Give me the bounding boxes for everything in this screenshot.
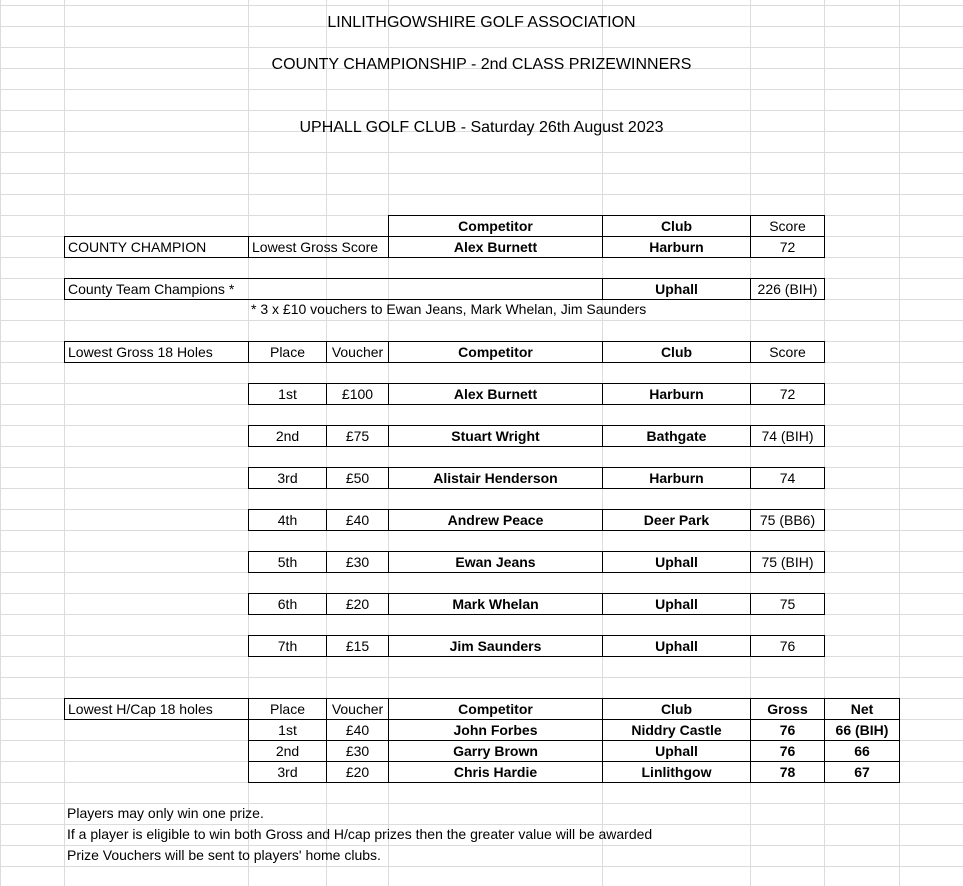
gross-header-place[interactable]: Place	[248, 341, 327, 363]
grid-row-line	[0, 47, 963, 48]
gross-row-club[interactable]: Uphall	[602, 551, 751, 573]
team-voucher-note: * 3 x £10 vouchers to Ewan Jeans, Mark Whelan, Jim Saunders	[251, 301, 647, 317]
handicap-header-gross[interactable]: Gross	[750, 698, 825, 720]
gross-row-club[interactable]: Bathgate	[602, 425, 751, 447]
gross-row-place[interactable]: 1st	[248, 383, 327, 405]
handicap-row-gross[interactable]: 76	[750, 719, 825, 741]
gross-row-voucher[interactable]: £50	[326, 467, 389, 489]
grid-row-line	[0, 152, 963, 153]
championship-title: COUNTY CHAMPIONSHIP - 2nd CLASS PRIZEWINNERS	[271, 56, 692, 73]
handicap-header-club[interactable]: Club	[602, 698, 751, 720]
gross-row-club[interactable]: Uphall	[602, 635, 751, 657]
gross-header-score[interactable]: Score	[750, 341, 825, 363]
grid-row-line	[0, 866, 963, 867]
gross-row-place[interactable]: 7th	[248, 635, 327, 657]
handicap-row-net[interactable]: 67	[824, 761, 900, 783]
gross-row-competitor[interactable]: Stuart Wright	[388, 425, 603, 447]
team-club[interactable]: Uphall	[602, 278, 751, 300]
gross-row-place[interactable]: 6th	[248, 593, 327, 615]
handicap-header-place[interactable]: Place	[248, 698, 327, 720]
handicap-row-gross[interactable]: 76	[750, 740, 825, 762]
gross-row-club[interactable]: Deer Park	[602, 509, 751, 531]
handicap-row-net[interactable]: 66	[824, 740, 900, 762]
grid-row-line	[0, 89, 963, 90]
lowest-gross-score-label[interactable]: Lowest Gross Score	[248, 236, 389, 258]
gross-header-club[interactable]: Club	[602, 341, 751, 363]
grid-column-line	[0, 0, 1, 886]
gross-row-place[interactable]: 4th	[248, 509, 327, 531]
gross-row-voucher[interactable]: £100	[326, 383, 389, 405]
header-score[interactable]: Score	[750, 215, 825, 237]
gross-row-score[interactable]: 76	[750, 635, 825, 657]
handicap-row-competitor[interactable]: Chris Hardie	[388, 761, 603, 783]
handicap-section-label[interactable]: Lowest H/Cap 18 holes	[64, 698, 249, 720]
handicap-header-voucher[interactable]: Voucher	[326, 698, 389, 720]
gross-row-place[interactable]: 2nd	[248, 425, 327, 447]
handicap-row-net[interactable]: 66 (BIH)	[824, 719, 900, 741]
champion-club[interactable]: Harburn	[602, 236, 751, 258]
grid-row-line	[0, 173, 963, 174]
handicap-row-voucher[interactable]: £40	[326, 719, 389, 741]
handicap-row-club[interactable]: Niddry Castle	[602, 719, 751, 741]
grid-row-line	[0, 677, 963, 678]
gross-row-club[interactable]: Harburn	[602, 467, 751, 489]
handicap-row-club[interactable]: Linlithgow	[602, 761, 751, 783]
handicap-row-competitor[interactable]: Garry Brown	[388, 740, 603, 762]
gross-header-competitor[interactable]: Competitor	[388, 341, 603, 363]
venue-date-title: UPHALL GOLF CLUB - Saturday 26th August 2023	[299, 119, 664, 136]
gross-row-competitor[interactable]: Andrew Peace	[388, 509, 603, 531]
gross-row-voucher[interactable]: £15	[326, 635, 389, 657]
association-title: LINLITHGOWSHIRE GOLF ASSOCIATION	[327, 14, 636, 31]
team-score[interactable]: 226 (BIH)	[750, 278, 825, 300]
gross-row-competitor[interactable]: Alex Burnett	[388, 383, 603, 405]
handicap-row-club[interactable]: Uphall	[602, 740, 751, 762]
team-champions-label[interactable]: County Team Champions *	[64, 278, 603, 300]
handicap-header-competitor[interactable]: Competitor	[388, 698, 603, 720]
footer-note-greater-value: If a player is eligible to win both Gross and H/cap prizes then the greater value will be awarded	[67, 826, 653, 842]
header-club[interactable]: Club	[602, 215, 751, 237]
gross-row-score[interactable]: 75	[750, 593, 825, 615]
gross-row-competitor[interactable]: Mark Whelan	[388, 593, 603, 615]
gross-header-voucher[interactable]: Voucher	[326, 341, 389, 363]
handicap-header-net[interactable]: Net	[824, 698, 900, 720]
gross-row-place[interactable]: 5th	[248, 551, 327, 573]
handicap-row-voucher[interactable]: £30	[326, 740, 389, 762]
gross-row-club[interactable]: Uphall	[602, 593, 751, 615]
gross-row-score[interactable]: 75 (BB6)	[750, 509, 825, 531]
handicap-row-place[interactable]: 3rd	[248, 761, 327, 783]
grid-row-line	[0, 320, 963, 321]
county-champion-label[interactable]: COUNTY CHAMPION	[64, 236, 249, 258]
grid-row-line	[0, 5, 963, 6]
gross-row-voucher[interactable]: £30	[326, 551, 389, 573]
gross-row-place[interactable]: 3rd	[248, 467, 327, 489]
gross-row-voucher[interactable]: £20	[326, 593, 389, 615]
champion-competitor[interactable]: Alex Burnett	[388, 236, 603, 258]
gross-row-competitor[interactable]: Alistair Henderson	[388, 467, 603, 489]
gross-row-score[interactable]: 74 (BIH)	[750, 425, 825, 447]
gross-row-voucher[interactable]: £40	[326, 509, 389, 531]
gross-row-competitor[interactable]: Ewan Jeans	[388, 551, 603, 573]
gross-row-competitor[interactable]: Jim Saunders	[388, 635, 603, 657]
gross-row-score[interactable]: 74	[750, 467, 825, 489]
gross-row-club[interactable]: Harburn	[602, 383, 751, 405]
gross-section-label[interactable]: Lowest Gross 18 Holes	[64, 341, 249, 363]
gross-row-score[interactable]: 75 (BIH)	[750, 551, 825, 573]
grid-row-line	[0, 110, 963, 111]
gross-row-score[interactable]: 72	[750, 383, 825, 405]
handicap-row-voucher[interactable]: £20	[326, 761, 389, 783]
gross-row-voucher[interactable]: £75	[326, 425, 389, 447]
footer-note-vouchers: Prize Vouchers will be sent to players' home clubs.	[67, 847, 381, 863]
grid-row-line	[0, 194, 963, 195]
handicap-row-gross[interactable]: 78	[750, 761, 825, 783]
champion-score[interactable]: 72	[750, 236, 825, 258]
handicap-row-competitor[interactable]: John Forbes	[388, 719, 603, 741]
footer-note-one-prize: Players may only win one prize.	[67, 805, 264, 821]
handicap-row-place[interactable]: 1st	[248, 719, 327, 741]
handicap-row-place[interactable]: 2nd	[248, 740, 327, 762]
header-competitor[interactable]: Competitor	[388, 215, 603, 237]
